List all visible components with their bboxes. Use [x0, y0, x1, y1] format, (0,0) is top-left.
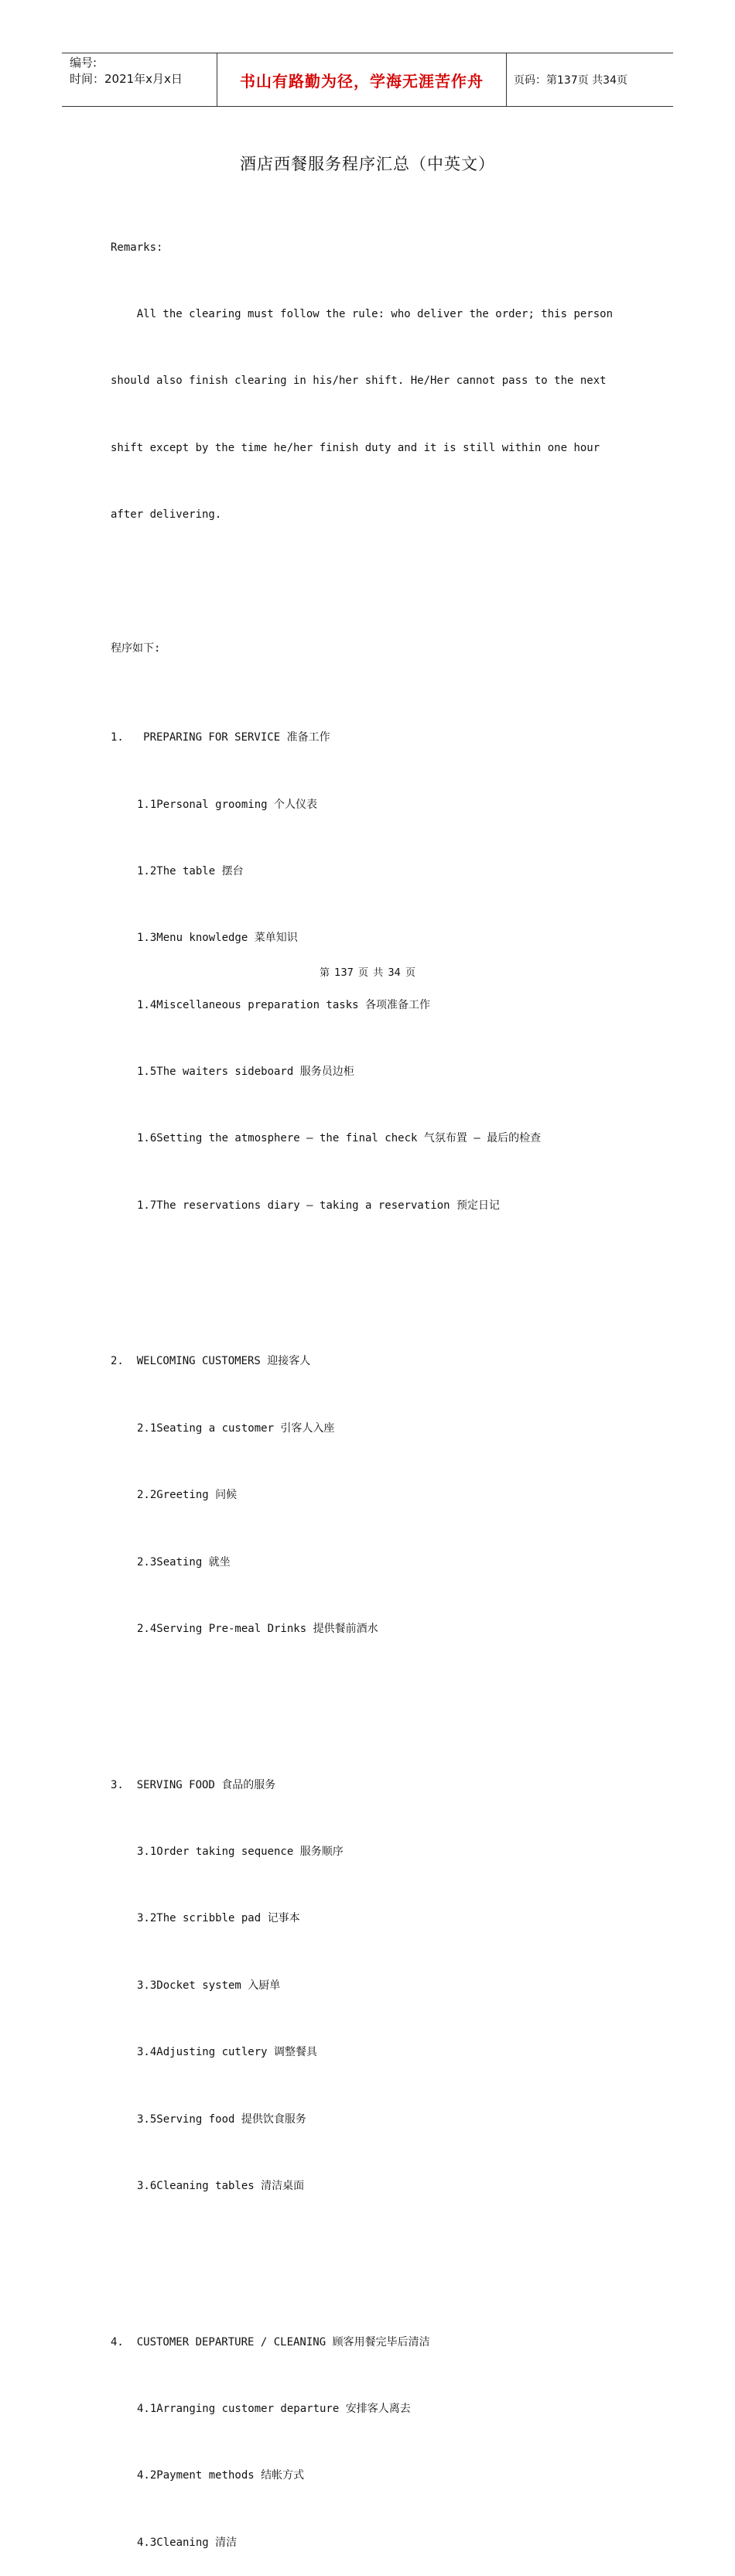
section-item: 4.3Cleaning 清洁	[137, 2536, 238, 2549]
section-item: 2.4Serving Pre-meal Drinks 提供餐前酒水	[137, 1623, 378, 1635]
spacer	[111, 1261, 621, 1284]
section-item: 1.6Setting the atmosphere – the final check 气氛布置 – 最后的检查	[137, 1132, 542, 1145]
section-heading: 2. WELCOMING CUSTOMERS 迎接客人	[111, 1355, 311, 1368]
document-body	[111, 192, 621, 2576]
remarks-line: shift except by the time he/her finish duty and it is still within one hour	[111, 441, 600, 454]
section-heading: 3. SERVING FOOD 食品的服务	[111, 1778, 276, 1791]
section-item: 1.3Menu knowledge 菜单知识	[137, 932, 298, 945]
section-item: 4.2Payment methods 结帐方式	[137, 2469, 305, 2482]
remarks-line: after delivering.	[111, 508, 222, 522]
section-item: 4.1Arranging customer departure 安排客人离去	[137, 2402, 411, 2415]
section-item: 2.3Seating 就坐	[137, 1555, 231, 1569]
section-item: 1.4Miscellaneous preparation tasks 各项准备工作	[137, 998, 431, 1011]
section-item: 1.5The waiters sideboard 服务员边柜	[137, 1066, 354, 1079]
section-item: 3.2The scribble pad 记事本	[137, 1912, 300, 1925]
section-heading: 1. PREPARING FOR SERVICE 准备工作	[111, 731, 330, 744]
spacer	[111, 2242, 621, 2264]
section-item: 1.7The reservations diary – taking a reservation 预定日记	[137, 1199, 501, 1212]
spacer	[111, 571, 621, 594]
remarks-label: Remarks:	[111, 241, 163, 254]
section-item: 3.6Cleaning tables 清洁桌面	[137, 2179, 305, 2192]
section-item: 3.1Order taking sequence 服务顺序	[137, 1845, 344, 1858]
section-item: 3.3Docket system 入厨单	[137, 1979, 281, 1992]
section-item: 1.2The table 摆台	[137, 864, 244, 877]
section-item: 2.2Greeting 问候	[137, 1489, 238, 1502]
document-title: 酒店西餐服务程序汇总（中英文）	[240, 155, 495, 173]
section-item: 2.1Seating a customer 引客人入座	[137, 1421, 335, 1435]
date-label: 时间：2021年x月x日	[70, 72, 183, 86]
section-item: 3.5Serving food 提供饮食服务	[137, 2112, 306, 2126]
section-item: 3.4Adjusting cutlery 调整餐具	[137, 2046, 318, 2059]
procedure-intro: 程序如下:	[111, 641, 161, 655]
page-footer: 第 137 页 共 34 页	[319, 967, 416, 979]
header-motto: 书山有路勤为径，学海无涯苦作舟	[217, 53, 507, 106]
remarks-line: should also finish clearing in his/her shift. He/Her cannot pass to the next	[111, 375, 607, 388]
remarks-line: All the clearing must follow the rule: who deliver the order; this person	[111, 307, 614, 320]
header-page-label: 页码：第137页 共34页	[514, 74, 627, 87]
header-info	[62, 53, 217, 106]
section-heading: 4. CUSTOMER DEPARTURE / CLEANING 顾客用餐完毕后清洁	[111, 2335, 430, 2349]
spacer	[111, 1685, 621, 1707]
page-header	[62, 53, 673, 107]
number-label: 编号:	[70, 56, 97, 70]
section-item: 1.1Personal grooming 个人仪表	[137, 798, 318, 811]
